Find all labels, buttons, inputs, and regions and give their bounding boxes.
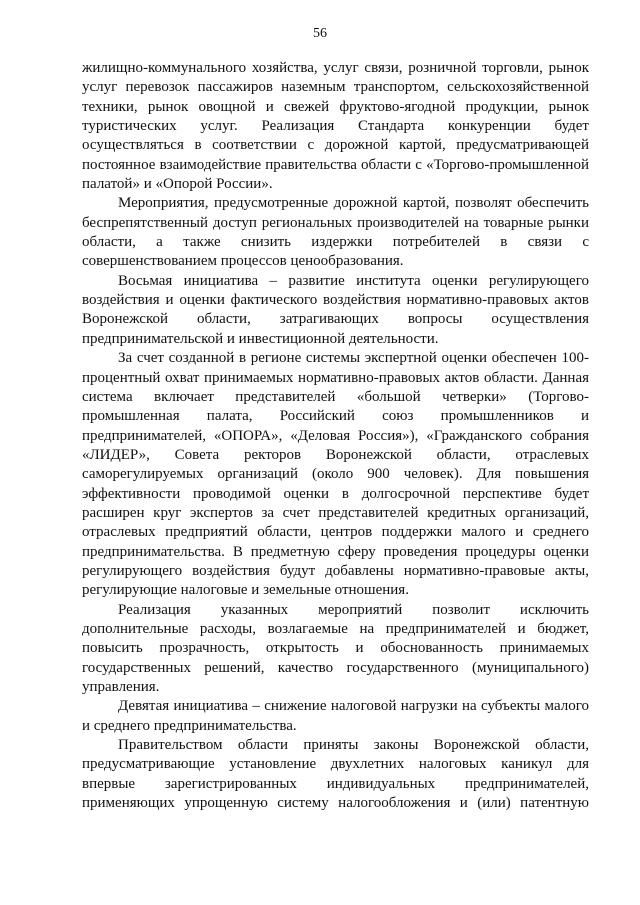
text-line: Реализация указанных мероприятий позволит исключить xyxy=(118,601,589,618)
text-line: предпринимательства. В предметную сферу проведения процедуры оценки xyxy=(82,543,589,560)
text-line: и среднего предпринимательства. xyxy=(82,717,297,734)
text-line: дополнительные расходы, возлагаемые на предпринимателей и бюджет, xyxy=(82,620,589,637)
text-line: регулирующего воздействия будут добавлены нормативно-правовые акты, xyxy=(82,562,589,579)
text-line: За счет созданной в регионе системы экспертной оценки обеспечен 100- xyxy=(118,350,589,367)
text-line: осуществляться в соответствии с дорожной картой, предусматривающей xyxy=(82,137,589,154)
text-line: впервые зарегистрированных индивидуальных предпринимателей, xyxy=(82,775,589,792)
text-line: регулирующие налоговые и земельные отношения. xyxy=(82,582,409,599)
text-line: «ЛИДЕР», Совета ректоров Воронежской области, отраслевых xyxy=(82,446,589,463)
text-line: система включает представителей «большой четверки» (Торгово- xyxy=(82,388,589,405)
text-line: жилищно-коммунального хозяйства, услуг связи, розничной торговли, рынок xyxy=(82,60,589,76)
text-line: области, а также снизить издержки потребителей в связи с xyxy=(82,234,589,251)
text-line: туристических услуг. Реализация Стандарта конкуренции будет xyxy=(82,118,589,135)
text-line: повысить прозрачность, открытость и обоснованность принимаемых xyxy=(82,640,589,657)
text-line: беспрепятственный доступ региональных производителей на товарные рынки xyxy=(82,214,589,231)
text-line: предпринимателей, «ОПОРА», «Деловая Россия»), «Гражданского собрания xyxy=(82,427,589,444)
text-line: процентный охват принимаемых нормативно-правовых актов области. Данная xyxy=(82,369,589,386)
text-line: техники, рынок овощной и свежей фруктово-ягодной продукции, рынок xyxy=(82,98,589,115)
text-line: промышленная палата, Российский союз промышленников и xyxy=(82,408,589,425)
text-line: услуг перевозок пассажиров наземным транспортом, сельскохозяйственной xyxy=(82,79,589,96)
text-line: палатой» и «Опорой России». xyxy=(82,176,273,193)
text-line: Правительством области приняты законы Воронежской области, xyxy=(118,737,589,754)
document-body xyxy=(82,59,589,813)
text-line: предпринимательской и инвестиционной деятельности. xyxy=(82,330,439,347)
text-line: Мероприятия, предусмотренные дорожной картой, позволят обеспечить xyxy=(118,195,589,212)
text-line: предусматривающие установление двухлетних налоговых каникул для xyxy=(82,756,589,773)
text-line: постоянное взаимодействие правительства области с «Торгово-промышленной xyxy=(82,156,589,173)
text-line: Девятая инициатива – снижение налоговой нагрузки на субъекты малого xyxy=(118,698,589,715)
text-line: расширен круг экспертов за счет представителей кредитных организаций, xyxy=(82,504,589,521)
text-line: применяющих упрощенную систему налогообложения и (или) патентную xyxy=(82,795,589,812)
text-line: Воронежской области, затрагивающих вопросы осуществления xyxy=(82,311,589,328)
text-line: воздействия и оценки фактического воздействия нормативно-правовых актов xyxy=(82,292,589,309)
page-number: 56 xyxy=(313,26,327,41)
text-line: совершенствованием процессов ценообразования. xyxy=(82,253,404,270)
text-line: эффективности проводимой оценки в долгосрочной перспективе будет xyxy=(82,485,589,502)
text-line: саморегулируемых организаций (около 900 человек). Для повышения xyxy=(82,466,589,483)
text-line: управления. xyxy=(82,679,160,695)
text-line: отраслевых предприятий области, центров поддержки малого и среднего xyxy=(82,524,589,541)
text-line: государственных решений, качество государственного (муниципального) xyxy=(82,659,589,676)
text-line: Восьмая инициатива – развитие института оценки регулирующего xyxy=(118,272,589,289)
